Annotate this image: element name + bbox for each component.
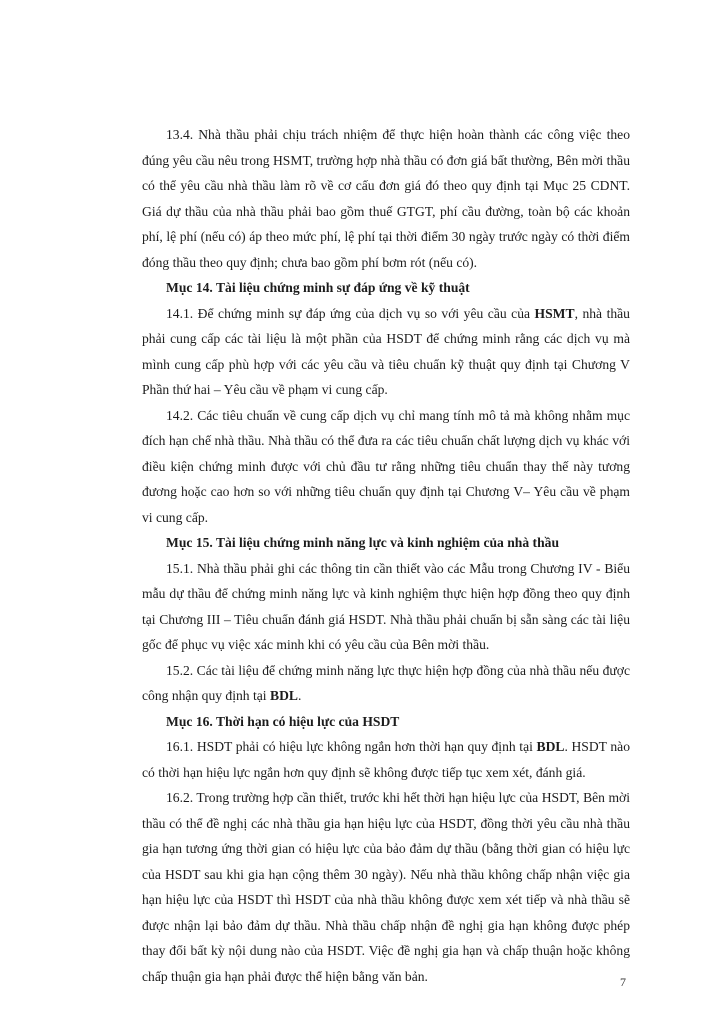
paragraph-text: 15.2. Các tài liệu để chứng minh năng lực thực hiện hợp đồng của nhà thầu nếu được công nhận quy định tại bbox=[142, 662, 630, 703]
section-heading-16: Mục 16. Thời hạn có hiệu lực của HSDT bbox=[166, 713, 400, 729]
paragraph-15-1: 15.1. Nhà thầu phải ghi các thông tin cần thiết vào các Mẫu trong Chương IV - Biểu mẫu dự thầu để chứng minh năng lực và kinh nghiệm thực hiện hợp đồng theo quy định tại Chương III – Tiêu chuẩn đánh giá HSDT. Nhà thầu phải chuẩn bị sẵn sàng các tài liệu gốc để phục vụ việc xác minh khi có yêu cầu của Bên mời thầu. bbox=[142, 560, 630, 652]
paragraph-text: , nhà thầu phải cung cấp các tài liệu là một phần của HSDT để chứng minh rằng các dịch vụ mà mình cung cấp phù hợp với các yêu cầu và tiêu chuẩn kỹ thuật quy định tại Chương V Phần thứ hai – Yêu cầu về phạm vi cung cấp. bbox=[142, 305, 630, 397]
section-heading-14: Mục 14. Tài liệu chứng minh sự đáp ứng về kỹ thuật bbox=[166, 280, 470, 295]
bold-term: HSMT bbox=[534, 305, 575, 321]
paragraph-14-1 bbox=[142, 301, 630, 403]
bold-term: BDL bbox=[270, 688, 298, 703]
paragraph-text: . bbox=[297, 688, 302, 703]
paragraph-text: 14.1. Để chứng minh sự đáp ứng của dịch vụ so với yêu cầu của bbox=[166, 305, 535, 321]
paragraph-16-2: 16.2. Trong trường hợp cần thiết, trước khi hết thời hạn hiệu lực của HSDT, Bên mời thầu có thể đề nghị các nhà thầu gia hạn hiệu lực của HSDT, đồng thời yêu cầu nhà thầu gia hạn tương ứng thời gian có hiệu lực của bảo đảm dự thầu (bằng thời gian có hiệu lực của HSDT sau khi gia hạn cộng thêm 30 ngày). Nếu nhà thầu không chấp nhận việc gia hạn hiệu lực của HSDT thì HSDT của nhà thầu không được xem xét tiếp và nhà thầu sẽ được nhận lại bảo đảm dự thầu. Nhà thầu chấp nhận đề nghị gia hạn không được phép thay đổi bất kỳ nội dung nào của HSDT. Việc đề nghị gia hạn và chấp thuận hoặc không chấp thuận gia hạn phải được thể hiện bằng văn bản. bbox=[142, 790, 630, 984]
page-number: 7 bbox=[620, 975, 626, 989]
bold-term: BDL bbox=[536, 739, 565, 754]
document-body bbox=[142, 122, 630, 989]
paragraph-15-2 bbox=[142, 658, 630, 709]
paragraph-16-1 bbox=[142, 734, 630, 785]
paragraph-text: . HSDT nào có thời hạn hiệu lực ngắn hơn quy định sẽ không được tiếp tục xem xét, đánh giá. bbox=[142, 739, 630, 780]
paragraph-text: 16.1. HSDT phải có hiệu lực không ngắn hơn thời hạn quy định tại bbox=[166, 739, 537, 754]
paragraph-13-4: 13.4. Nhà thầu phải chịu trách nhiệm để thực hiện hoàn thành các công việc theo đúng yêu cầu nêu trong HSMT, trường hợp nhà thầu có đơn giá bất thường, Bên mời thầu có thể yêu cầu nhà thầu làm rõ về cơ cấu đơn giá đó theo quy định tại Mục 25 CDNT. Giá dự thầu của nhà thầu phải bao gồm thuế GTGT, phí cầu đường, toàn bộ các khoản phí, lệ phí (nếu có) áp theo mức phí, lệ phí tại thời điểm 30 ngày trước ngày có thời điểm đóng thầu theo quy định; chưa bao gồm phí bơm rót (nếu có). bbox=[142, 127, 630, 270]
section-heading-15: Mục 15. Tài liệu chứng minh năng lực và kinh nghiệm của nhà thầu bbox=[166, 535, 560, 550]
paragraph-14-2: 14.2. Các tiêu chuẩn về cung cấp dịch vụ chỉ mang tính mô tả mà không nhằm mục đích hạn chế nhà thầu. Nhà thầu có thể đưa ra các tiêu chuẩn chất lượng dịch vụ khác với điều kiện chứng minh được với chủ đầu tư rằng những tiêu chuẩn thay thế này tương đương hoặc cao hơn so với những tiêu chuẩn quy định tại Chương V– Yêu cầu về phạm vi cung cấp. bbox=[142, 407, 630, 525]
